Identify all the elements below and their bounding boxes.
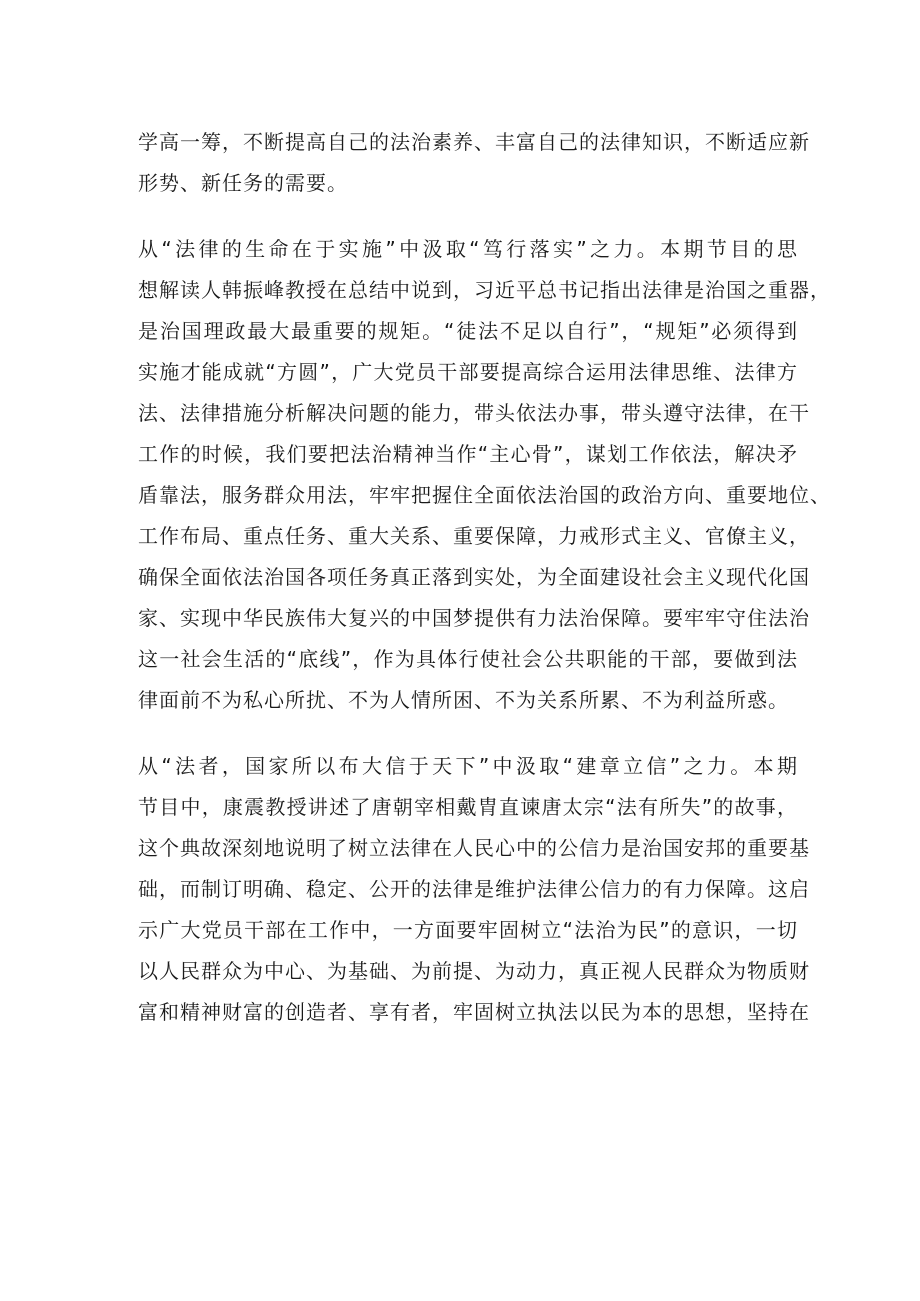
text-line: 节目中，康震教授讲述了唐朝宰相戴胄直谏唐太宗“法有所失”的故事， xyxy=(138,795,798,819)
text-line: 盾靠法，服务群众用法，牢牢把握住全面依法治国的政治方向、重要地位、 xyxy=(138,483,831,507)
text-line: 这一社会生活的“底线”，作为具体行使社会公共职能的干部，要做到法 xyxy=(138,647,798,671)
text-line: 工作的时候，我们要把法治精神当作“主心骨”，谋划工作依法，解决矛 xyxy=(138,442,798,466)
text-line: 形势、新任务的需要。 xyxy=(138,171,348,195)
paragraph-spacer xyxy=(138,721,798,746)
text-line: 以人民群众为中心、为基础、为前提、为动力，真正视人民群众为物质财 xyxy=(138,959,810,983)
paragraph-spacer xyxy=(138,204,798,229)
text-line: 工作布局、重点任务、重大关系、重要保障，力戒形式主义、官僚主义， xyxy=(138,524,810,548)
text-line: 富和精神财富的创造者、享有者，牢固树立执法以民为本的思想，坚持在 xyxy=(138,1000,810,1024)
document-body xyxy=(138,122,831,1033)
text-line: 础，而制订明确、稳定、公开的法律是维护法律公信力的有力保障。这启 xyxy=(138,877,810,901)
text-line: 确保全面依法治国各项任务真正落到实处，为全面建设社会主义现代化国 xyxy=(138,565,810,589)
text-line: 从“法律的生命在于实施”中汲取“笃行落实”之力。本期节目的思 xyxy=(138,237,798,261)
text-line: 是治国理政最大最重要的规矩。“徒法不足以自行”，“规矩”必须得到 xyxy=(138,319,798,343)
paragraph-3 xyxy=(138,746,810,1033)
text-line: 这个典故深刻地说明了树立法律在人民心中的公信力是治国安邦的重要基 xyxy=(138,836,810,860)
paragraph-2 xyxy=(138,229,831,721)
text-line: 从“法者，国家所以布大信于天下”中汲取“建章立信”之力。本期 xyxy=(138,754,798,778)
text-line: 示广大党员干部在工作中，一方面要牢固树立“法治为民”的意识，一切 xyxy=(138,918,798,942)
text-line: 学高一筹，不断提高自己的法治素养、丰富自己的法律知识，不断适应新 xyxy=(138,130,810,154)
paragraph-1 xyxy=(138,122,810,204)
text-line: 律面前不为私心所扰、不为人情所困、不为关系所累、不为利益所惑。 xyxy=(138,688,789,712)
text-line: 实施才能成就“方圆”，广大党员干部要提高综合运用法律思维、法律方 xyxy=(138,360,798,384)
text-line: 家、实现中华民族伟大复兴的中国梦提供有力法治保障。要牢牢守住法治 xyxy=(138,606,810,630)
text-line: 法、法律措施分析解决问题的能力，带头依法办事，带头遵守法律，在干 xyxy=(138,401,810,425)
text-line: 想解读人韩振峰教授在总结中说到，习近平总书记指出法律是治国之重器， xyxy=(138,278,831,302)
